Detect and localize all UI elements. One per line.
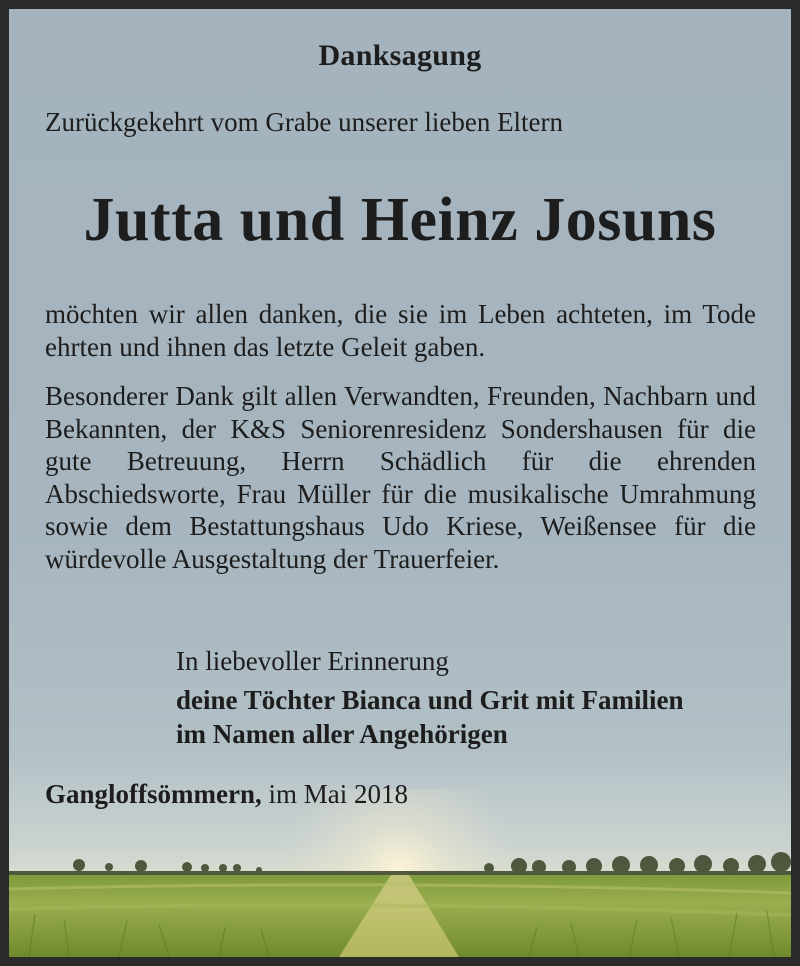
place-name: Gangloffsömmern, [45, 779, 262, 809]
signature-block [176, 683, 684, 751]
notice-card [9, 9, 791, 957]
signature-line-1: deine Töchter Bianca und Grit mit Familien [176, 685, 684, 715]
deceased-names: Jutta und Heinz Josuns [83, 186, 717, 254]
special-thanks-paragraph: Besonderer Dank gilt allen Verwandten, Freunden, Nachbarn und Bekannten, der K&S Seniorenresidenz Sondershausen für die gute Betreuung, Herrn Schädlich für die ehrenden Abschiedsworte, Frau Müller für die musikalische Umrahmung sowie dem Bestattungshaus Udo Kriese, Weißensee für die würdevolle Ausgestaltung der Trauerfeier. [45, 381, 756, 574]
place-date-line [45, 779, 408, 810]
notice-intro: Zurückgekehrt vom Grabe unserer lieben Eltern [45, 107, 564, 137]
notice-heading: Danksagung [318, 39, 482, 72]
signature-line-2: im Namen aller Angehörigen [176, 719, 508, 749]
thanks-paragraph: möchten wir allen danken, die sie im Leben achteten, im Tode ehrten und ihnen das letzte Geleit gaben. [45, 299, 756, 362]
date: im Mai 2018 [268, 779, 408, 809]
memory-line: In liebevoller Erinnerung [176, 646, 449, 676]
